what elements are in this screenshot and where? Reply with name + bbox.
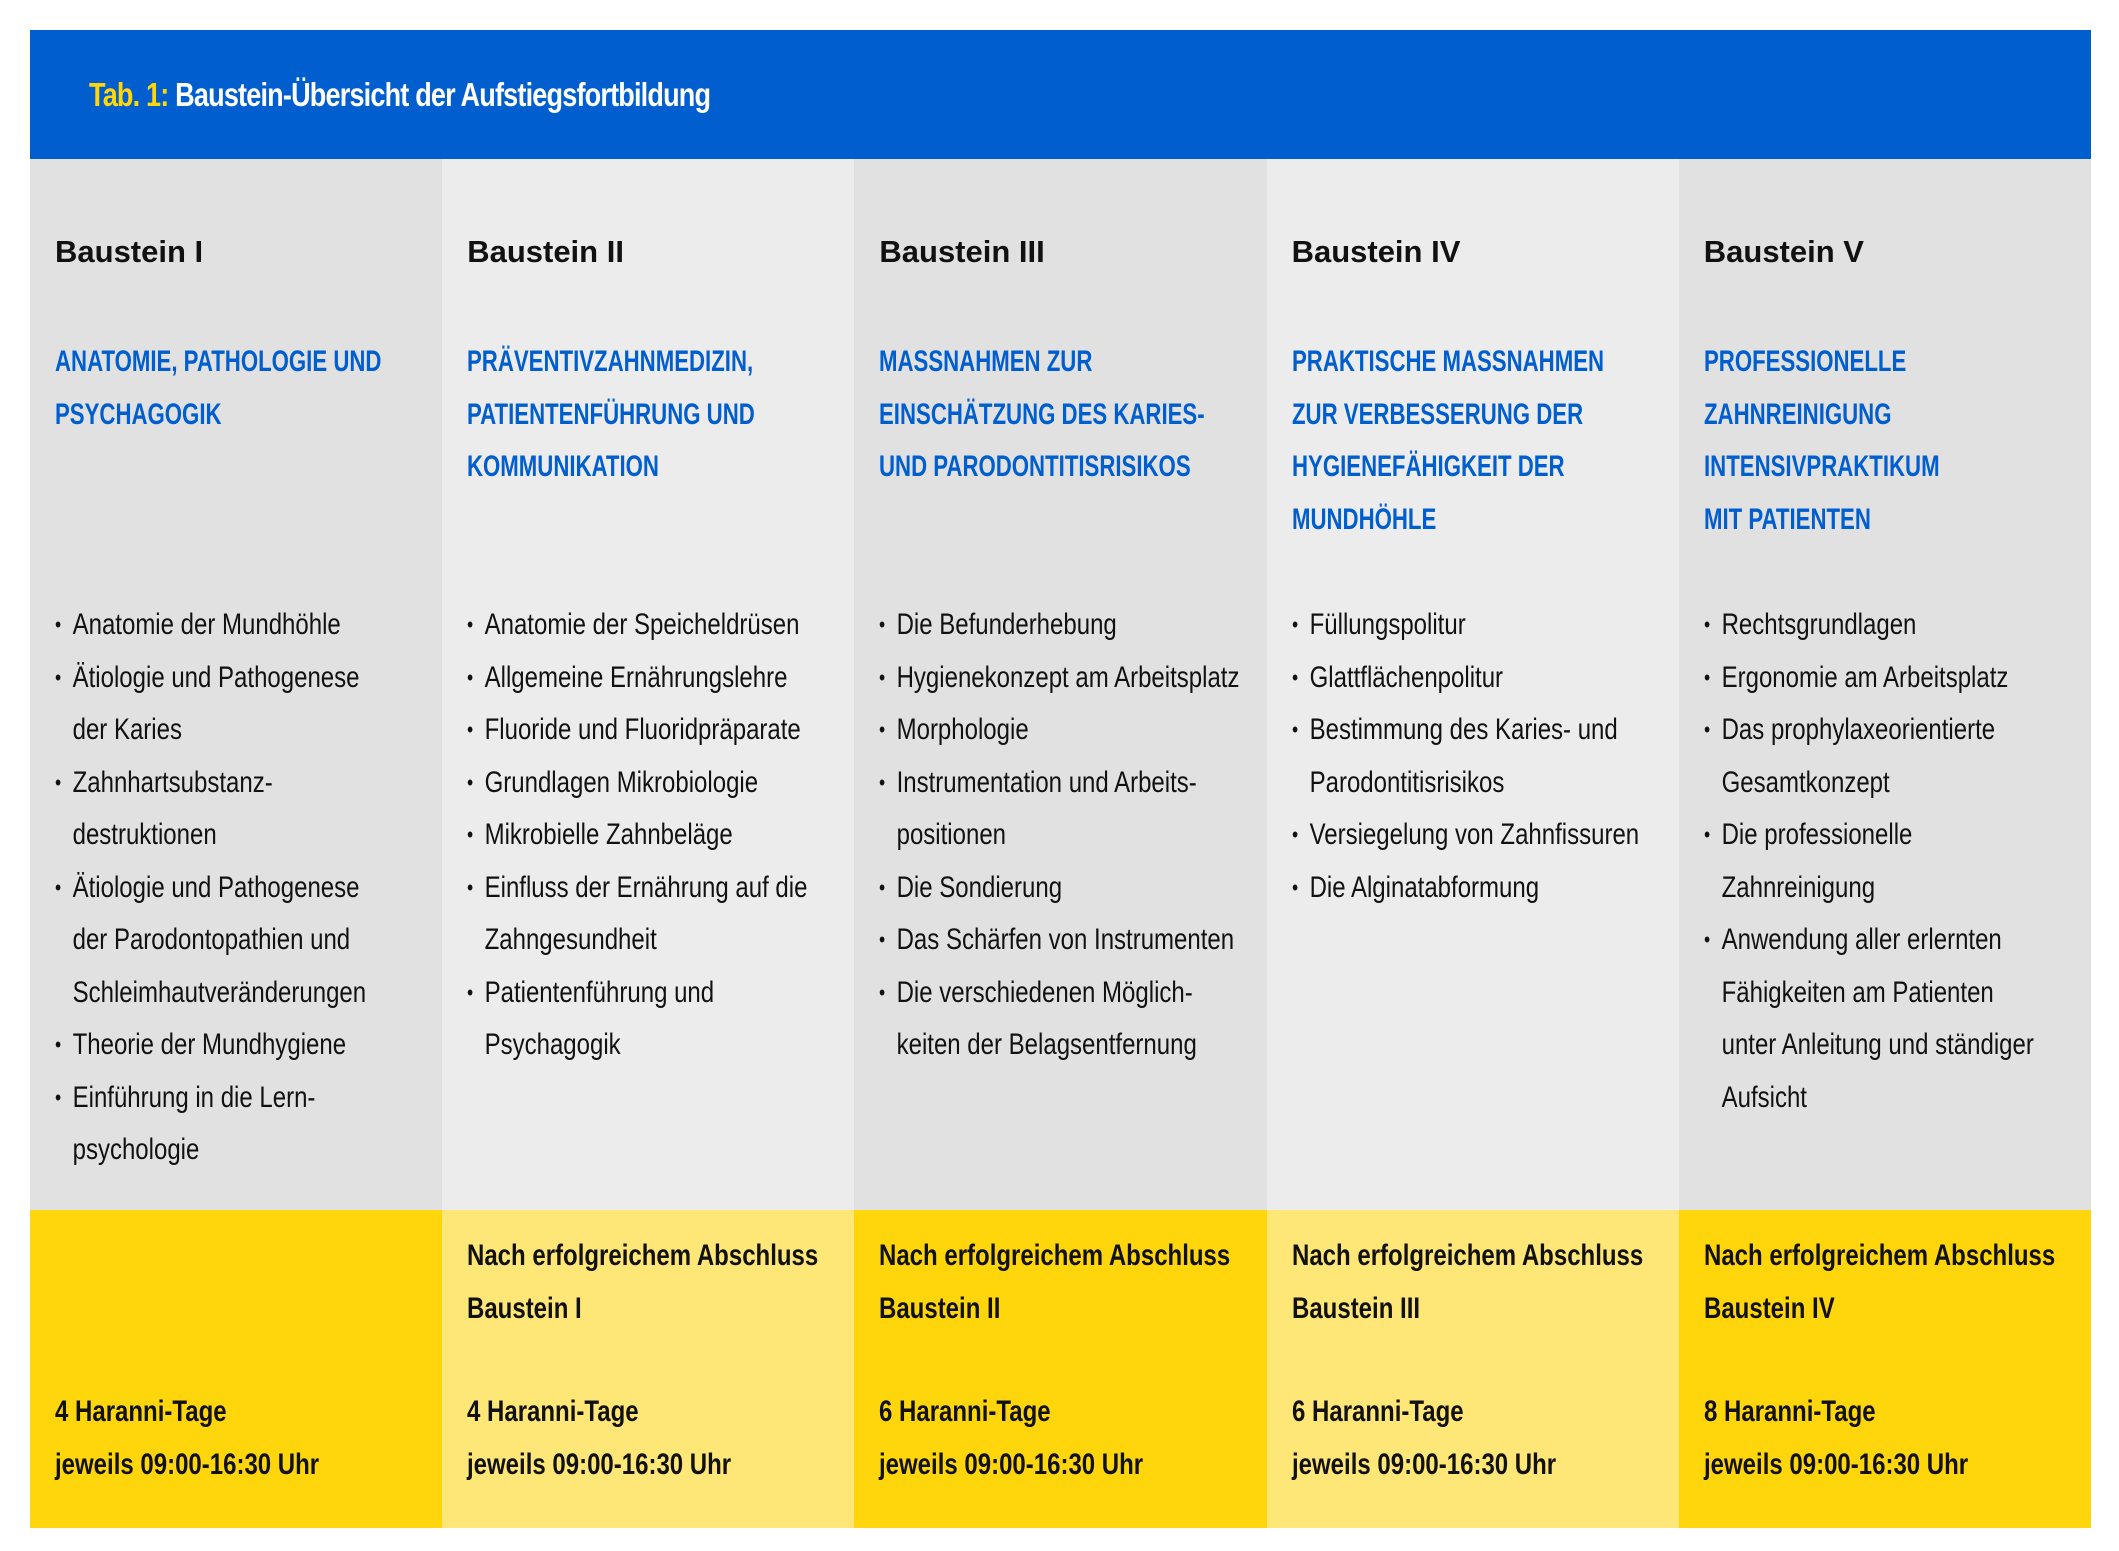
module-column-1 [30,159,442,1528]
topic-item: • Die Sondierung [879,862,1273,915]
topic-item: • Anwendung aller erlernten Fähigkeiten am Patienten unter Anleitung und ständiger Aufsicht [1704,914,2098,1124]
topic-item: • Glattflächenpolitur [1292,652,1686,705]
module-column-3 [854,159,1266,1528]
topic-item: • Morphologie [879,704,1273,757]
duration-hours: jeweils 09:00-16:30 Uhr [879,1447,1144,1481]
topic-item: • Die Alginatabformung [1292,862,1686,915]
table-label: Tab. 1: [89,75,169,113]
module-schedule [1679,1210,2091,1528]
topic-item: • Zahnhartsubstanz- destruktionen [55,757,449,862]
module-subtitle: PRAKTISCHE MASSNAHMEN ZUR VERBESSERUNG DER HYGIENEFÄHIGKEIT DER MUNDHÖHLE [1291,345,1604,536]
topic-item: • Anatomie der Speicheldrüsen [467,599,861,652]
module-subtitle: ANATOMIE, PATHOLOGIE UND PSYCHAGOGIK [55,345,382,431]
module-content [1679,159,2091,1210]
duration-days: 6 Haranni-Tage [1291,1395,1464,1428]
module-content [30,159,442,1210]
module-duration [55,1386,357,1491]
duration-hours: jeweils 09:00-16:30 Uhr [1703,1447,1968,1481]
module-overview-table [30,30,2091,1528]
duration-hours: jeweils 09:00-16:30 Uhr [55,1447,320,1481]
topic-list [55,599,432,1177]
module-duration [467,1386,769,1491]
module-column-2 [442,159,854,1528]
module-prerequisite: Nach erfolgreichem Abschluss Baustein I [467,1239,819,1325]
module-title: Baustein III [879,234,1045,269]
duration-days: 6 Haranni-Tage [879,1395,1051,1428]
duration-hours: jeweils 09:00-16:30 Uhr [467,1447,732,1481]
module-duration [1704,1386,2006,1491]
topic-item: • Mikrobielle Zahnbeläge [467,809,861,862]
table-title: Baustein-Übersicht der Aufstiegsfortbildung [175,75,711,113]
topic-item: • Ätiologie und Pathogenese der Parodontopathien und Schleimhautveränderungen [55,862,449,1020]
module-duration [1292,1386,1594,1491]
topic-list [1704,599,2081,1124]
module-content [1267,159,1679,1210]
module-duration [879,1386,1181,1491]
module-schedule [854,1210,1266,1528]
duration-hours: jeweils 09:00-16:30 Uhr [1291,1447,1556,1481]
module-title: Baustein V [1703,234,1864,269]
module-content [442,159,854,1210]
topic-list [879,599,1256,1072]
topic-item: • Das prophylaxeorientierte Gesamtkonzept [1704,704,2098,809]
duration-days: 8 Haranni-Tage [1703,1395,1876,1428]
topic-item: • Anatomie der Mundhöhle [55,599,449,652]
module-title: Baustein IV [1291,234,1461,269]
module-subtitle: MASSNAHMEN ZUR EINSCHÄTZUNG DES KARIES- UND PARODONTITISRISIKOS [879,345,1205,483]
topic-item: • Fluoride und Fluoridpräparate [467,704,861,757]
topic-item: • Instrumentation und Arbeits- positionen [879,757,1273,862]
module-content [854,159,1266,1210]
topic-item: • Rechtsgrundlagen [1704,599,2098,652]
topic-item: • Patientenführung und Psychagogik [467,967,861,1072]
topic-item: • Füllungspolitur [1292,599,1686,652]
module-subtitle: PRÄVENTIVZAHNMEDIZIN, PATIENTENFÜHRUNG UND KOMMUNIKATION [467,345,755,483]
topic-item: • Theorie der Mundhygiene [55,1019,449,1072]
topic-item: • Grundlagen Mikrobiologie [467,757,861,810]
topic-list [1292,599,1669,914]
topic-item: • Bestimmung des Karies- und Parodontitisrisikos [1292,704,1686,809]
topic-item: • Einfluss der Ernährung auf die Zahngesundheit [467,862,861,967]
topic-item: • Einführung in die Lern- psychologie [55,1072,449,1177]
module-schedule [442,1210,854,1528]
module-title: Baustein I [55,234,204,269]
module-prerequisite: Nach erfolgreichem Abschluss Baustein II [879,1239,1231,1325]
topic-list [467,599,844,1072]
topic-item: • Die professionelle Zahnreinigung [1704,809,2098,914]
table-caption [89,76,710,114]
module-title: Baustein II [467,234,624,269]
module-column-5 [1679,159,2091,1528]
module-schedule [1267,1210,1679,1528]
module-schedule [30,1210,442,1528]
duration-days: 4 Haranni-Tage [55,1395,227,1428]
topic-item: • Ergonomie am Arbeitsplatz [1704,652,2098,705]
table-header [30,30,2091,159]
duration-days: 4 Haranni-Tage [467,1395,639,1428]
module-subtitle: PROFESSIONELLE ZAHNREINIGUNG INTENSIVPRAKTIKUM MIT PATIENTEN [1703,345,1940,536]
topic-item: • Die Befunderhebung [879,599,1273,652]
topic-item: • Das Schärfen von Instrumenten [879,914,1273,967]
topic-item: • Hygienekonzept am Arbeitsplatz [879,652,1273,705]
topic-item: • Die verschiedenen Möglich- keiten der Belagsentfernung [879,967,1273,1072]
module-prerequisite: Nach erfolgreichem Abschluss Baustein IV [1703,1239,2055,1325]
topic-item: • Allgemeine Ernährungslehre [467,652,861,705]
module-columns [30,159,2091,1528]
topic-item: • Versiegelung von Zahnfissuren [1292,809,1686,862]
topic-item: • Ätiologie und Pathogenese der Karies [55,652,449,757]
module-column-4 [1267,159,1679,1528]
module-prerequisite: Nach erfolgreichem Abschluss Baustein III [1291,1239,1643,1325]
